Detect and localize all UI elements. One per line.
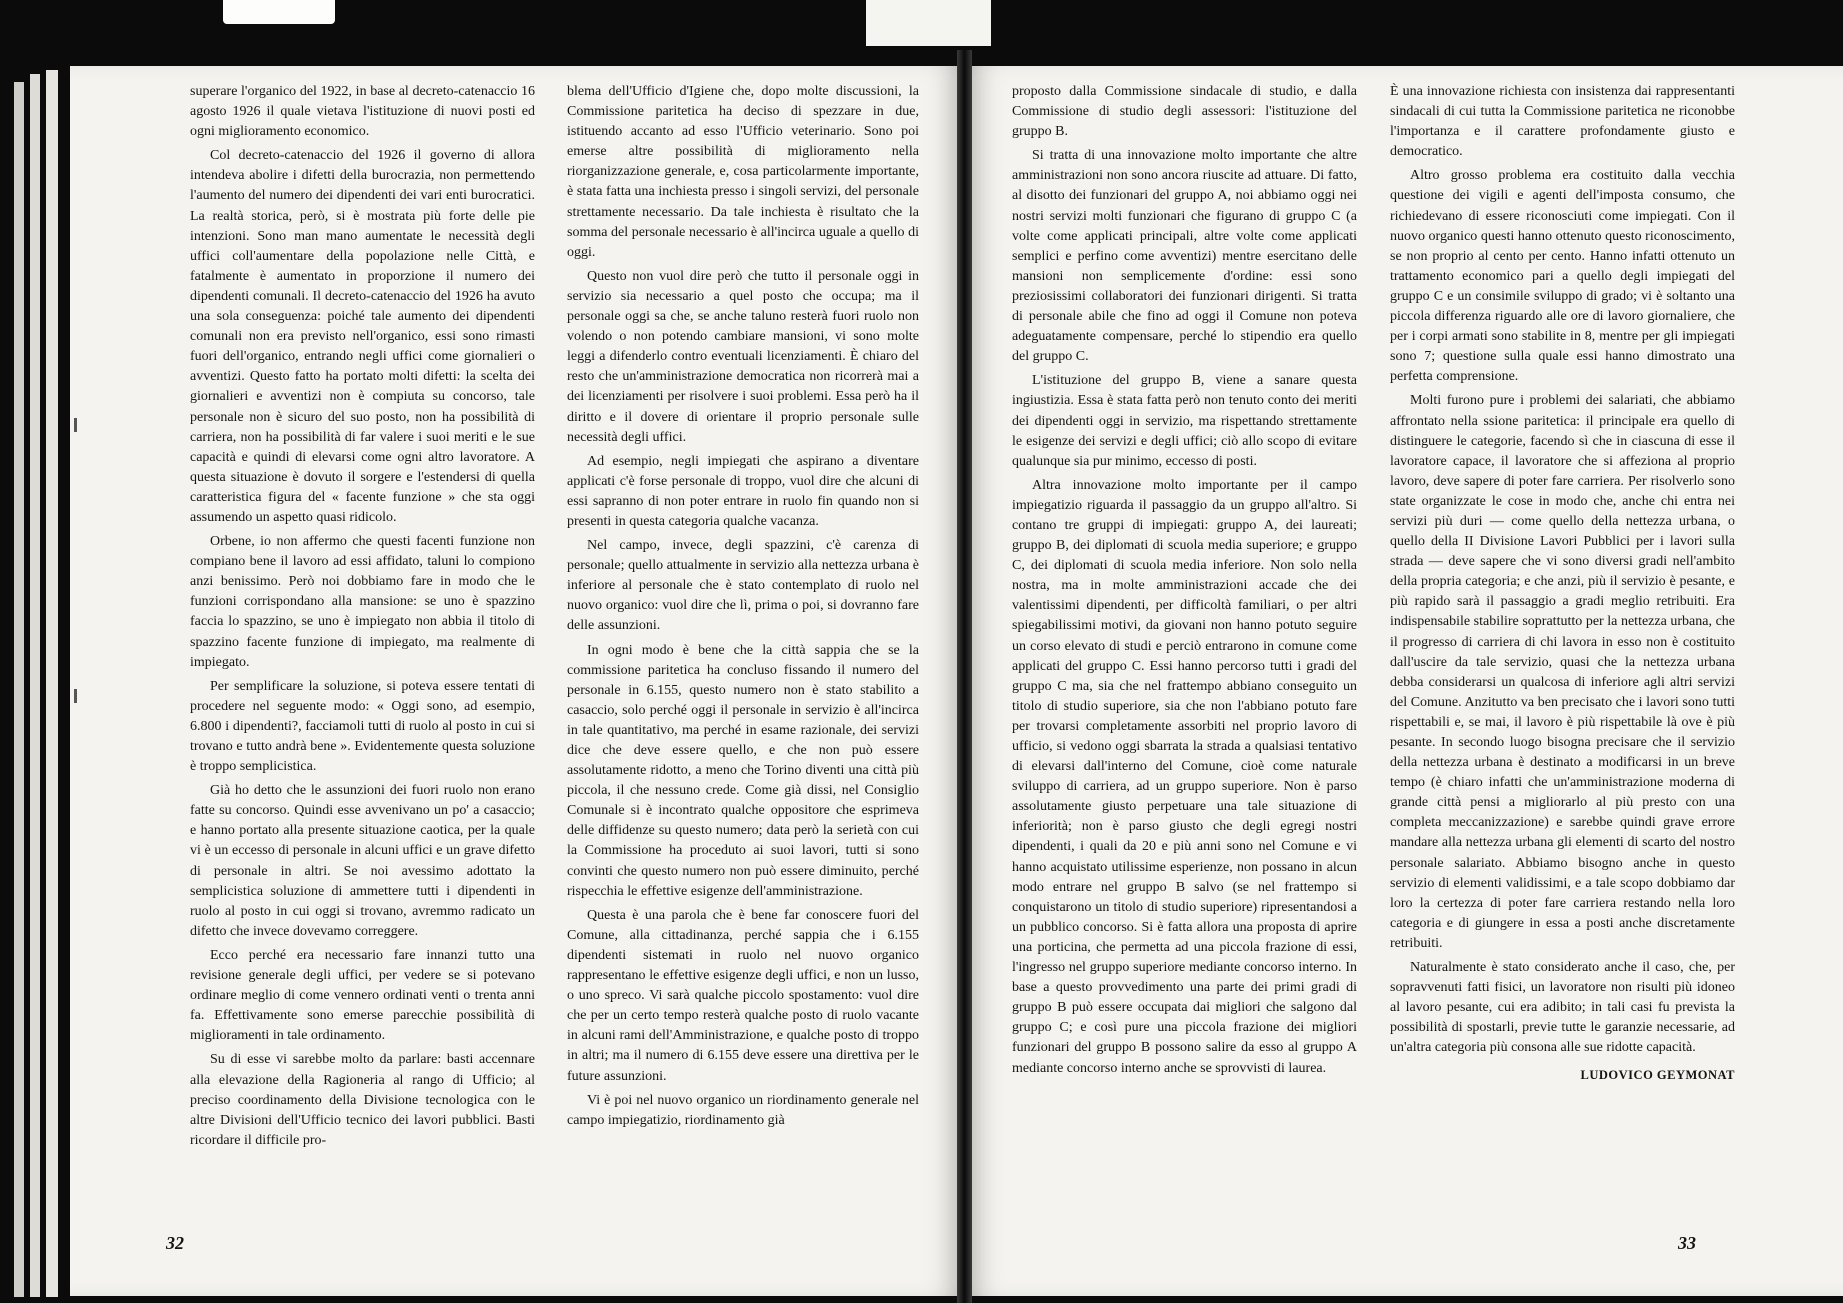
- right-page: [972, 66, 1843, 1296]
- paragraph: Orbene, io non affermo che questi facenti funzione non compiano bene il lavoro ad essi affidato, taluni lo compiono anzi benissimo. Però noi dobbiamo fare in modo che le funzioni corrispondano alla mansione: se uno è spazzino faccia lo spazzino, se uno è impiegato non abbia il titolo di spazzino facente funzione di impiegato, ma realmente di impiegato.: [190, 534, 535, 670]
- paragraph: proposto dalla Commissione sindacale di studio, e dalla Commissione di studio degli assessori: l'istituzione del gruppo B.: [1012, 84, 1357, 140]
- page-number: 33: [1678, 1233, 1696, 1253]
- column-2: [567, 82, 919, 1202]
- paragraph: È una innovazione richiesta con insistenza dai rappresentanti sindacali di cui tutta la Commissione paritetica ne riconobbe l'importanza e il carattere profondamente giusto e democratico.: [1390, 84, 1735, 160]
- paragraph: Naturalmente è stato considerato anche il caso, che, per sopravvenuti fatti fisici, un lavoratore non risulti più idoneo al lavoro pesante, cui era adibito; in tali casi fu prevista la possibilità di spostarli, previe tutte le garanzie necessarie, ad un'altra categoria più consona alle sue ridotte capacità.: [1390, 960, 1735, 1056]
- paragraph: Ecco perché era necessario fare innanzi tutto una revisione generale degli uffici, per vedere se si potevano ordinare meglio di come vennero ordinati venti o trenta anni fa. Effettivamente sono emerse parecchie possibilità di miglioramenti in tale ordinamento.: [190, 947, 535, 1044]
- margin-mark: [74, 689, 77, 703]
- page-edge: [30, 74, 40, 1297]
- paragraph: Questo non vuol dire però che tutto il personale oggi in servizio sia necessario a quel posto che occupa; ma il personale oggi sa che, se anche taluno resterà fuori ruolo non volendo o non potendo cambiare mansioni, vi sono molte leggi a difenderlo contro eventuali licenziamenti. È chiaro del resto che un'amministrazione democratica non ricorrerà mai a dei licenziamenti per risolvere i suoi problemi. Essa però ha il diritto e il dovere di orientare il proprio personale sulle necessità degli uffici.: [567, 268, 919, 445]
- column-1: [190, 82, 535, 1202]
- scanner-edge-notch: [223, 0, 335, 24]
- paragraph: Vi è poi nel nuovo organico un riordinamento generale nel campo impiegatizio, riordinamento già: [567, 1092, 919, 1128]
- paragraph: blema dell'Ufficio d'Igiene che, dopo molte discussioni, la Commissione paritetica ha deciso di spezzare in due, istituendo accanto ad esso l'Ufficio veterinario. Sono poi emerse altre possibilità di miglioramento nella riorganizzazione generale, e, cosa particolarmente importante, è stata fatta una inchiesta presso i singoli servizi, del personale strettamente necessario. Da tale inchiesta è risultato che la somma del personale necessario è all'incirca uguale a quello di oggi.: [567, 84, 919, 260]
- paragraph: L'istituzione del gruppo B, viene a sanare questa ingiustizia. Essa è stata fatta però non tenuto conto dei meriti dei dipendenti oggi in servizio, ma rispettando strettamente le esigenze dei servizi e degli uffici; ciò allo scopo di evitare qualunque sia pur minimo, eccesso di posti.: [1012, 373, 1357, 469]
- paragraph: Altro grosso problema era costituito dalla vecchia questione dei vigili e agenti dell'imposta consumo, che richiedevano di essere riconosciuti come impiegati. Con il nuovo organico questi hanno ottenuto questo riconoscimento, se non proprio al cento per cento. Hanno infatti ottenuto un trattamento economico pari a quello degli impiegati del gruppo C e un consimile sviluppo di grado; vi è soltanto una piccola differenza riguardo alle ore di lavoro giornaliere, che per i corpi armati sono stabilite in 8, mentre per gli impiegati sono 7; questione sulla quale essi hanno dimostrato una perfetta comprensione.: [1390, 168, 1735, 385]
- paragraph: Questa è una parola che è bene far conoscere fuori del Comune, alla cittadinanza, perché sappia che i 6.155 dipendenti sistemati in ruolo nel nuovo organico rappresentano le effettive esigenze degli uffici, e non un lusso, o uno spreco. Vi sarà qualche piccolo spostamento: vuol dire che per un certo tempo resterà qualche posto di ruolo vacante in alcuni rami dell'Amministrazione, e qualche posto di troppo in altri; ma il numero di 6.155 deve essere una direttiva per le future assunzioni.: [567, 907, 919, 1084]
- column-3: [1012, 82, 1357, 1202]
- paragraph: Per semplificare la soluzione, si poteva essere tentati di procedere nel seguente modo: « Oggi sono, ad esempio, 6.800 i dipendenti?, facciamoli tutti di ruolo al posto in cui si trovano e tutto andrà bene ». Evidentemente questa soluzione è troppo semplicistica.: [190, 678, 535, 775]
- paragraph: Si tratta di una innovazione molto importante che altre amministrazioni non sono ancora riuscite ad attuare. Di fatto, al disotto dei funzionari del gruppo A, noi abbiamo oggi nei nostri servizi molti funzionari che figurano di gruppo C (a volte come applicati principali, altre volte come applicati semplici e perfino come avventizi) mentre esercitano delle mansioni non semplicemente d'ordine: essi sono preziosissimi collaboratori dei funzionari dirigenti. Si tratta di personale abile che fino ad oggi il Comune non poteva adeguatamente compensare, perché lo stipendio era quello del gruppo C.: [1012, 148, 1357, 365]
- page-edge: [14, 82, 24, 1297]
- paragraph: Ad esempio, negli impiegati che aspirano a diventare applicati c'è forse personale di troppo, vuol dire che alcuni di essi sapranno di non poter entrare in ruolo fin quando non si presenti in questa categoria qualche vacanza.: [567, 453, 919, 529]
- paragraph: Già ho detto che le assunzioni dei fuori ruolo non erano fatte su concorso. Quindi esse avvenivano un po' a casaccio; e hanno portato alla presente situazione caotica, per la quale vi è un eccesso di personale in alcuni uffici e un grave difetto di personale in altri. Se noi avessimo adottato la semplicistica soluzione di ammettere tutti i dipendenti in ruolo al posto in cui oggi si trovano, avremmo radicato un difetto che invece dovevamo correggere.: [190, 783, 535, 939]
- page-edge: [46, 70, 58, 1297]
- paragraph: superare l'organico del 1922, in base al decreto-catenaccio 16 agosto 1926 il quale vietava l'istituzione di nuovi posti ed ogni miglioramento economico.: [190, 84, 535, 140]
- paragraph: Molti furono pure i problemi dei salariati, che abbiamo affrontato nella ssione paritetica: il principale era quello di distinguere le categorie, facendo sì che in ciascuna di esse il lavoratore capace, il lavoratore che si affeziona al proprio lavoro, deve sapere di poter fare carriera. Per risolverlo sono state organizzate le cose in modo che, anche chi entra nei servizi più duri — come quello della nettezza urbana, o quello della II Divisione Lavori Pubblici per i lavori sulla strada — deve sapere che vi sono diversi gradi nell'ambito della propria categoria; e che anzi, più il servizio è pesante, e più rapido sarà il passaggio a gradi meglio retribuiti. Era indispensabile stabilire soprattutto per la nettezza urbana, che il progresso di carriera di chi lavora in esso non è costituito dall'uscire da tale servizio, quasi che la nettezza urbana debba considerarsi un qualcosa di inferiore agli altri servizi del Comune. Anzitutto va ben precisato che i lavori sono tutti rispettabili e, se mai, il lavoro è più rispettabile là ove è più pesante. In secondo luogo bisogna precisare che il servizio della nettezza urbana è destinato a modificarsi in un breve tempo (è chiaro infatti che un'amministrazione moderna di grande città pensi a migliorarlo al più presto con una completa meccanizzazione) e sarebbe quindi grave errore mandare alla nettezza urbana gli elementi di scarto del nostro personale salariato. Abbiamo bisogno anche in questo servizio di elementi validissimi, e a tale scopo dobbiamo dar loro la certezza di poter fare carriera restando nella loro categoria e di giungere in essa a posti anche discretamente retribuiti.: [1390, 393, 1735, 951]
- scanner-edge-tab: [866, 0, 991, 46]
- paragraph: Altra innovazione molto importante per il campo impiegatizio riguarda il passaggio da un gruppo all'altro. Si contano tre gruppi di impiegati: gruppo A, dei laureati; gruppo B, dei diplomati di scuola media superiore; e gruppo C, dei diplomati di scuola media inferiore. Non solo nella nostra, ma in molte amministrazioni accade che dei valentissimi dipendenti, per difficoltà familiari, o per altri spiegabilissimi motivi, da giovani non hanno potuto seguire un corso elevato di studi e perciò entrarono in comune come applicati del gruppo C. Essi hanno percorso tutti i gradi del gruppo C ma, sia che nel frattempo abbiano conseguito un titolo di studio superiore, sia che non l'abbiano potuto fare per trovarsi completamente assorbiti nel proprio lavoro di ufficio, si vedono oggi sbarrata la strada a qualsiasi tentativo di elevarsi dall'interno del Comune, cioè come naturale sviluppo di carriera, ad un gruppo superiore. Non è parso assolutamente giusto perpetuare una tale situazione di inferiorità; non è parso giusto che degli egregi nostri dipendenti, i quali da 20 e più anni sono nel Comune e vi hanno acquistato utilissime esperienze, non possano in alcun modo entrare nel gruppo B salvo (se nel frattempo si conquistarono un titolo di studio superiore) ripresentandosi a un pubblico concorso. Si è fatta allora una proposta di aprire una porticina, che permetta ad una piccola frazione di essi, l'ingresso nel gruppo superiore mediante concorso interno. In base a questo provvedimento una parte dei primi gradi di gruppo B può essere occupata dai migliori che salgono dal gruppo C; e così pure una piccola frazione dei migliori funzionari del gruppo B possono salire da esso al gruppo A mediante concorso interno anche se sprovvisti di laurea.: [1012, 477, 1357, 1076]
- column-4: [1390, 82, 1735, 1202]
- paragraph: Col decreto-catenaccio del 1926 il governo di allora intendeva abolire i difetti della burocrazia, non permettendo l'aumento del numero dei dipendenti dei vari enti burocratici. La realtà storica, però, si è mostrata più forte delle pie intenzioni. Sono man mano aumentate le necessità degli uffici coll'aumentare della popolazione nelle Città, e fatalmente è aumentato in proporzione il numero dei dipendenti comunali. Il decreto-catenaccio del 1926 ha avuto una sola conseguenza: poiché tale aumento dei dipendenti comunali non era previsto nell'organico, essi sono rimasti fuori dell'organico, entrando negli uffici come giornalieri o avventizi. Questo fatto ha portato molti difetti: la scelta dei giornalieri e avventizi non è compiuta su concorso, tale personale non è sicuro del suo posto, non ha possibilità di carriera, non ha possibilità di far valere i suoi meriti e le sue capacità e quindi di elevarsi come ogni altro lavoratore. A questa situazione è dovuto il sorgere e l'estendersi di quella caratteristica figura del « facente funzione » che sta oggi assumendo un aspetto quasi ridicolo.: [190, 148, 535, 525]
- page-number: 32: [166, 1233, 184, 1253]
- left-page: [70, 66, 957, 1296]
- book-gutter: [957, 50, 972, 1303]
- paragraph: Nel campo, invece, degli spazzini, c'è carenza di personale; quello attualmente in servizio alla nettezza urbana è inferiore al personale che è stato contemplato di ruolo nel nuovo organico: vuol dire che lì, prima o poi, si dovranno fare delle assunzioni.: [567, 538, 919, 634]
- author-signature: LUDOVICO GEYMONAT: [1580, 1067, 1735, 1082]
- margin-mark: [74, 418, 77, 432]
- paragraph: In ogni modo è bene che la città sappia che se la commissione paritetica ha concluso fissando il numero del personale in 6.155, questo numero non è stato stabilito a casaccio, solo perché oggi il personale in servizio è all'incirca in tale quantitativo, ma perché in esame razionale, dei servizi dice che deve essere quello, e che non può essere assolutamente ridotto, a meno che Torino diventi una città più piccola, il che nessuno crede. Come già dissi, nel Consiglio Comunale si è incontrato qualche oppositore che esprimeva delle diffidenze su questo numero; data però la serietà con cui la Commissione ha proceduto ai suoi lavori, tutti si sono convinti che questo numero non può essere diminuito, perché rispecchia le effettive esigenze dell'amministrazione.: [567, 642, 919, 899]
- paragraph: Su di esse vi sarebbe molto da parlare: basti accennare alla elevazione della Ragioneria al rango di Ufficio; al preciso coordinamento della Divisione tecnologica con le altre Divisioni dell'Ufficio tecnico dei lavori pubblici. Basti ricordare il difficile pro-: [190, 1052, 535, 1148]
